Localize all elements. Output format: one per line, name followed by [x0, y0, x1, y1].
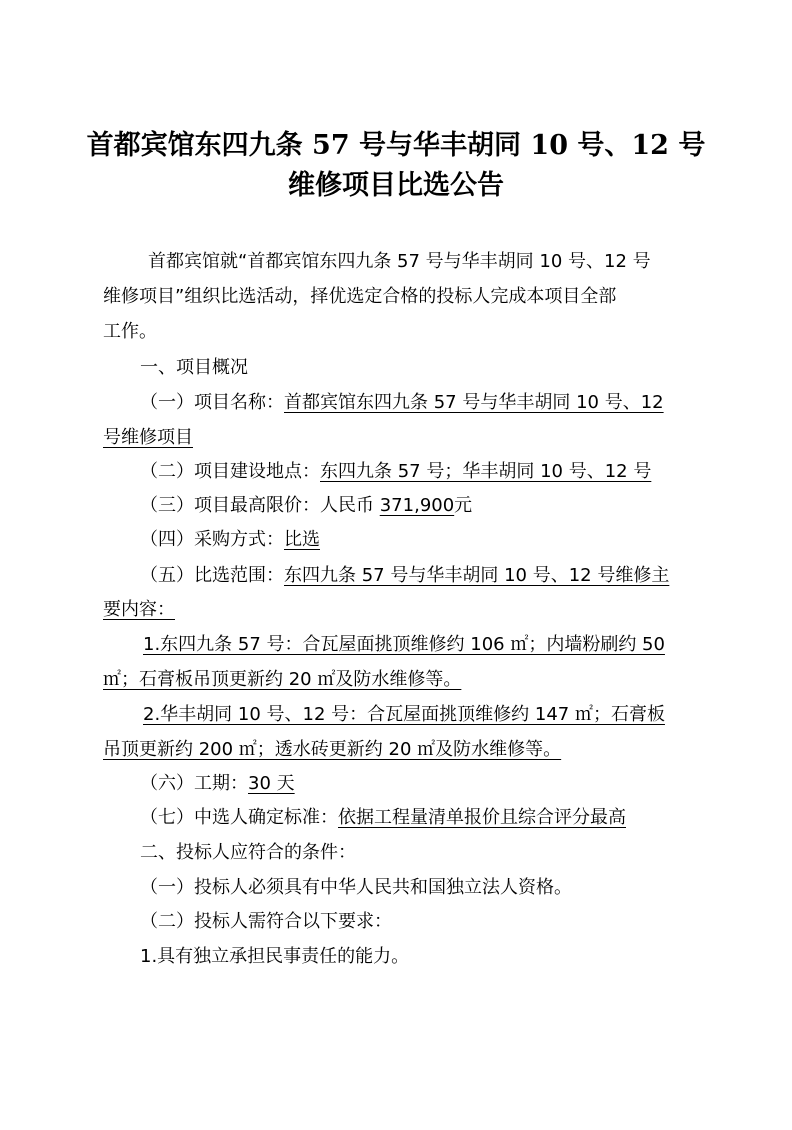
procurement-method-value: 比选 — [284, 529, 320, 550]
bidder-requirement-1: （一）投标人必须具有中华人民共和国独立法人资格。 — [140, 877, 572, 898]
scope-row-cont — [103, 595, 703, 625]
scope-item-1-line-1 — [143, 630, 703, 660]
project-name-label: （一）项目名称： — [140, 392, 284, 413]
scope-item-2-line-2 — [103, 735, 703, 765]
scope-item-1-text-cont: ㎡；石膏板吊顶更新约 20 ㎡及防水维修等。 — [103, 669, 462, 690]
procurement-method-row — [140, 525, 700, 555]
document-title-line-1: 首都宾馆东四九条 57 号与华丰胡同 10 号、12 号 — [86, 130, 706, 161]
scope-item-1-text: 1.东四九条 57 号：合瓦屋面挑顶维修约 106 ㎡；内墙粉刷约 50 — [143, 634, 665, 655]
duration-value: 30 天 — [248, 773, 295, 794]
scope-value: 东四九条 57 号与华丰胡同 10 号、12 号维修主 — [284, 565, 670, 586]
project-name-value: 首都宾馆东四九条 57 号与华丰胡同 10 号、12 — [284, 392, 664, 413]
section-2-heading: 二、投标人应符合的条件： — [140, 842, 356, 863]
duration-row — [140, 769, 700, 799]
scope-item-1-line-2 — [103, 665, 703, 695]
intro-line-3: 工作。 — [103, 321, 157, 342]
price-limit-value: 371,900 — [379, 495, 455, 516]
scope-row — [140, 561, 700, 591]
section-1-heading: 一、项目概况 — [140, 357, 248, 378]
price-limit-row — [140, 491, 700, 521]
intro-line-1: 首都宾馆就“首都宾馆东四九条 57 号与华丰胡同 10 号、12 号 — [148, 251, 651, 272]
bidder-requirement-2: （二）投标人需符合以下要求： — [140, 911, 392, 932]
scope-item-2-text: 2.华丰胡同 10 号、12 号：合瓦屋面挑顶维修约 147 ㎡；石膏板 — [143, 704, 665, 725]
project-name-value-cont: 号维修项目 — [103, 427, 193, 448]
scope-item-2-text-cont: 吊顶更新约 200 ㎡；透水砖更新约 20 ㎡及防水维修等。 — [103, 739, 562, 760]
intro-line-2: 维修项目”组织比选活动，择优选定合格的投标人完成本项目全部 — [103, 286, 617, 307]
project-location-label: （二）项目建设地点： — [140, 461, 320, 482]
scope-value-cont: 要内容： — [103, 599, 175, 620]
procurement-method-label: （四）采购方式： — [140, 529, 284, 550]
price-limit-unit: 元 — [454, 495, 473, 516]
scope-label: （五）比选范围： — [140, 565, 284, 586]
selection-criteria-label: （七）中选人确定标准： — [140, 807, 338, 828]
document-title-line-2: 维修项目比选公告 — [288, 170, 504, 201]
selection-criteria-value: 依据工程量清单报价且综合评分最高 — [338, 807, 626, 828]
scope-item-2-line-1 — [143, 700, 703, 730]
project-name-row-cont — [103, 423, 703, 453]
bidder-requirement-2-1: 1.具有独立承担民事责任的能力。 — [140, 946, 410, 967]
selection-criteria-row — [140, 803, 700, 833]
price-limit-label: （三）项目最高限价：人民币 — [140, 495, 380, 516]
project-name-row — [140, 388, 700, 418]
project-location-row — [140, 457, 700, 487]
duration-label: （六）工期： — [140, 773, 248, 794]
project-location-value: 东四九条 57 号；华丰胡同 10 号、12 号 — [320, 461, 652, 482]
